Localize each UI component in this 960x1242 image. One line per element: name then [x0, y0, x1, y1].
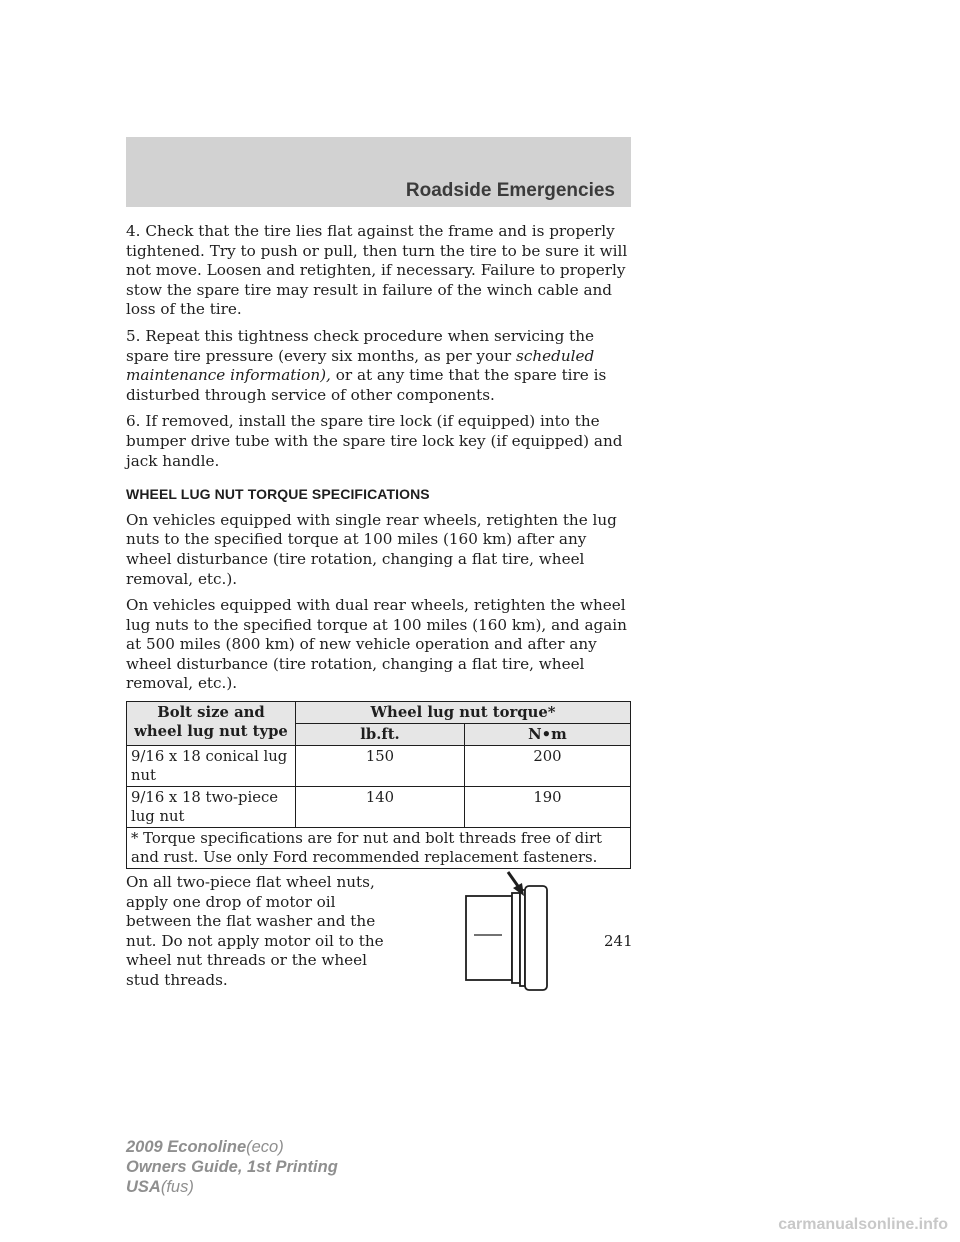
nut-type-cell: 9/16 x 18 conical lug nut	[127, 746, 296, 787]
dual-rear-wheel-paragraph: On vehicles equipped with dual rear wheels, retighten the wheel lug nuts to the specified torque at 100 miles (160 km), and again at 500 miles (800 km) of new vehicle operation and after any wheel disturbance (tire rotation, changing a flat tire, wheel removal, etc.).	[126, 596, 627, 693]
page-content	[126, 222, 632, 1003]
nm-value-cell: 190	[464, 787, 630, 828]
nm-unit-header: N•m	[464, 724, 630, 746]
nut-collar-shape	[512, 893, 520, 983]
lbft-unit-header: lb.ft.	[296, 724, 465, 746]
table-footnote-row	[127, 828, 631, 869]
single-rear-wheel-paragraph: On vehicles equipped with single rear wheels, retighten the lug nuts to the specified torque at 100 miles (160 km) after any wheel disturbance (tire rotation, changing a flat tire, wheel removal, etc.).	[126, 510, 617, 588]
torque-spec-table	[126, 701, 631, 869]
bolt-size-column-header: Bolt size and wheel lug nut type	[127, 702, 296, 746]
footer-region: USA	[126, 1178, 161, 1196]
two-piece-nut-paragraph: On all two-piece flat wheel nuts, apply one drop of motor oil between the flat washer and the nut. Do not apply motor oil to the wheel nut threads or the wheel stud threads.	[126, 873, 384, 990]
footer-model: 2009 Econoline	[126, 1138, 247, 1156]
section-header-band	[126, 137, 631, 207]
nm-value-cell: 200	[464, 746, 630, 787]
table-header-row	[127, 702, 631, 724]
nut-body-shape	[466, 896, 512, 980]
step-5-paragraph	[126, 327, 632, 405]
footer-line-3	[126, 1177, 338, 1197]
footer-line-2	[126, 1157, 338, 1177]
footer-model-code: (eco)	[246, 1138, 284, 1156]
page-number: 241	[604, 932, 633, 950]
lbft-value-cell: 150	[296, 746, 465, 787]
step-4-paragraph: 4. Check that the tire lies flat against the frame and is properly tightened. Try to push or pull, then turn the tire to be sure it will not move. Loosen and retighten, if necessary. Failure to properly stow the spare tire may result in failure of the winch cable and loss of the tire.	[126, 222, 628, 319]
step-6-paragraph: 6. If removed, install the spare tire lock (if equipped) into the bumper drive tube with the spare tire lock key (if equipped) and jack handle.	[126, 412, 623, 470]
torque-group-header: Wheel lug nut torque*	[296, 702, 631, 724]
document-footer	[126, 1137, 338, 1197]
step-5-text-start: 5. Repeat this tightness check procedure when servicing the spare tire pressure (every six months, as per your	[126, 326, 594, 365]
table-row	[127, 787, 631, 828]
footer-region-code: (fus)	[160, 1178, 194, 1196]
site-watermark: carmanualsonline.info	[778, 1216, 948, 1233]
step-5-text-end: or at any time that the spare tire is disturbed through service of other components.	[126, 366, 607, 404]
lbft-value-cell: 140	[296, 787, 465, 828]
lug-nut-washer-illustration	[462, 869, 562, 994]
section-title: Roadside Emergencies	[405, 180, 615, 201]
table-row	[127, 746, 631, 787]
nut-type-cell: 9/16 x 18 two-piece lug nut	[127, 787, 296, 828]
scheduled-maintenance-reference: scheduled maintenance information),	[126, 346, 595, 385]
footer-line-1	[126, 1137, 338, 1157]
two-piece-nut-section	[126, 873, 632, 1003]
footer-printing: Owners Guide, 1st Printing	[126, 1158, 338, 1176]
torque-spec-heading: WHEEL LUG NUT TORQUE SPECIFICATIONS	[126, 486, 430, 503]
table-footnote: * Torque specifications are for nut and bolt threads free of dirt and rust. Use only Ford recommended replacement fasteners.	[127, 828, 631, 869]
washer-flange-shape	[525, 886, 547, 990]
